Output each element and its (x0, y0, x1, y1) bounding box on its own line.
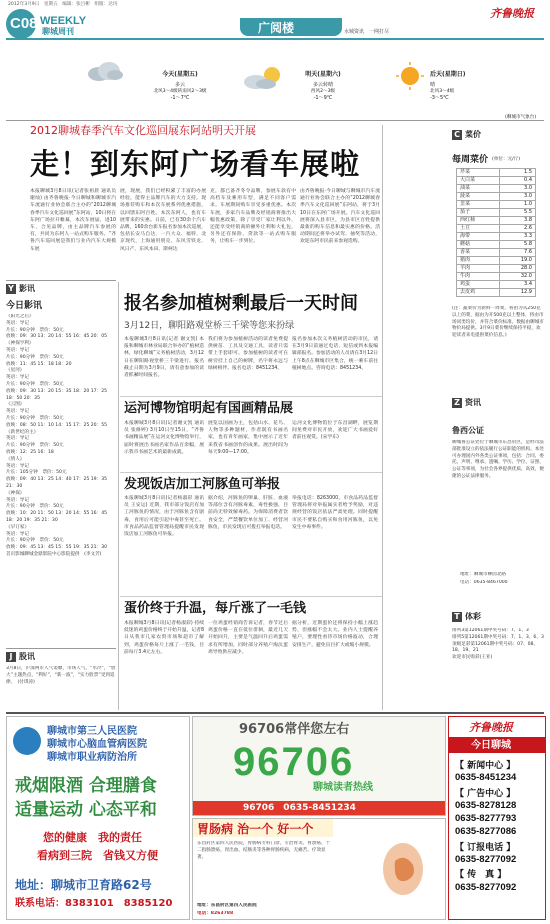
section-z-mark: Z (452, 398, 462, 408)
veg-title: 每周菜价 (452, 155, 489, 165)
veg-row (457, 225, 536, 233)
contacts-brand: 齐鲁晚报 (469, 721, 513, 734)
contact-phone: 0635-8277092 (455, 853, 517, 865)
weather-day-label: 后天(星期日) (430, 71, 466, 78)
veg-item: 去皮鸡 (457, 289, 500, 297)
veg-price: 3.8 (500, 217, 536, 225)
weather-temp: -1～7℃ (170, 95, 190, 102)
hospital-slogan-3: 您的健康 我的责任 (43, 831, 142, 844)
veg-item: 香菜 (457, 249, 500, 257)
stomach-ad (192, 818, 446, 920)
finance-label: 资讯 (465, 398, 481, 407)
veg-section-head (452, 130, 481, 141)
movies-section-head (6, 284, 35, 295)
sports-section-head (452, 612, 481, 623)
finance-addr: 地址：聊城市柳园北路 (460, 572, 506, 577)
veg-table (456, 168, 536, 297)
movies-listing: 《阳光之后》 英语：导记 片长：90分钟 票价：50元 放映：09：30 13：20 14：55 16：45 20：05 《神探亨利》 英语：导记 片长：90分钟 票价：50元 放映：11：45 15：18 18：20 《星河》 英语：导记 片长：90分钟 票价：50元 放映：09：30 13：20 15：35 18：20 17：25 18：50 20：35 《云图》 英语：导记 片长：90分钟 票价：50元 放映：08：50 11：10 14：15 17：25 20：55 《新世纪的主》 英语：导记 片长：90分钟 票价：50元 放映：12：25 16：18 《情人》 英语：导记 片长：105分钟 票价：50元 放映：09：40 13：25 14：40 17：25 19：35 21：30 《神探》 英语：导记 片长：90分钟 票价：50元 放映：10：20 11：50 13：20 14：55 16：45 18：20 19：35 21：30 《早订家》 英语：导记 片长：90分钟 票价：50元 放映：09：45 13：45 15：55 19：35 21：30 首页影城聊城金鼎影院中心影院提供 (李文芳) (6, 314, 108, 557)
veg-row (457, 249, 536, 257)
veg-price: 3.0 (500, 193, 536, 201)
veg-price: 32.0 (500, 273, 536, 281)
finance-tel: 电话：0635-8467000 (460, 580, 508, 585)
weather-condition: 多云 (174, 82, 185, 89)
veg-row (457, 289, 536, 297)
weather-day-after (430, 71, 500, 102)
hospital-name-2: 聊城市心脑血管病医院 (47, 739, 147, 750)
news2-col-3: 运河文化博物馆位于东昌湖畔，展览期间免费对市民开放，欢迎广大书画爱好者前往观赏。(宋学东) (292, 421, 378, 441)
weather-source: (聊城市气象台) (505, 115, 537, 120)
news2-col-1: 本报聊城3月8日讯(记者谢文凯 通讯员 张修婷) 3月10日至15日，“齐鲁书画精品展”在运河文化博物馆举行，届时将展出书画名家作品百余幅，展示我市书画艺术的最新成就。 (124, 421, 204, 455)
weekly-en: WEEKLY (40, 15, 87, 27)
lead-col-4: 由齐鲁晚报·今日聊城与聊城市汽车流通行业协会联合主办的“2012聊城春季汽车文化巡回展”东阿站，将于3月10日在东阿广场开展。汽车文化巡回展将深入县市区，为县市区百姓提供最新的购车信息和最实惠的价格。活动期间还将举办试驾、抽奖等活动，欢迎东阿市民前来参观选购。 (300, 189, 380, 245)
veg-item: 土豆 (457, 225, 500, 233)
veg-item: 西红柿 (457, 217, 500, 225)
movies-today-label: 今日影讯 (6, 301, 43, 311)
hospital-name-1: 聊城市第三人民医院 (47, 726, 137, 737)
weather-temp: -3～5℃ (430, 95, 449, 102)
veg-row (457, 273, 536, 281)
brand-logo: 齐鲁晚报 (490, 7, 534, 20)
veg-label: 菜价 (465, 130, 481, 139)
hospital-slogan-2: 适量运动 心态平和 (15, 800, 157, 820)
news2-title: 运河博物馆明起有国画精品展 (124, 401, 294, 416)
veg-price: 5.5 (500, 209, 536, 217)
contacts-today: 今日聊城 (471, 740, 511, 751)
hotline-text: 水城资讯 一网打尽 (344, 29, 390, 35)
sun-icon (395, 61, 425, 91)
veg-price: 3.4 (500, 281, 536, 289)
veg-row (457, 177, 536, 185)
stocks-label: 股讯 (19, 652, 35, 661)
news1-subtitle: 3月12日，聊阳路观堂桥三千梁等您来扮绿 (124, 321, 295, 331)
stomach-illustration (373, 839, 433, 899)
contact-label: 【 新闻中心 】 (455, 761, 516, 771)
veg-row (457, 169, 536, 177)
stomach-body: 东昌府区第四人民医院，胃肠病专科门诊，专治胃炎、胃溃疡、十二指肠溃疡、胃出血、结肠炎等各种胃肠疾病，无痛苦、疗效显著。 (197, 841, 331, 860)
news2-col-2: 展览以国画为主，包括山水、花鸟、人物等多种题材，作者既有书画名家，也有青年画家，集中展示了近年来我省书画创作的成果。展出时间为每天9:00—17:00。 (208, 421, 288, 455)
veg-item: 猪肉 (457, 257, 500, 265)
news4-title: 蛋价终于升温，每斤涨了一毛钱 (124, 601, 307, 616)
cloud-icon (85, 61, 125, 81)
veg-item: 羊肉 (457, 265, 500, 273)
section-title: 广阅楼 (258, 21, 295, 35)
news1-col-1: 本报聊城3月8日讯(记者 谢文凯) 本报和聊城市林业局联合举办的“植树造林，绿化聊城”义务植树活动，3月12日在聊阳路观堂桥三千梁进行。报名截止日期为3月9日，请有意参加的读者抓紧时间报名。 (124, 337, 204, 379)
veg-table-wrap (456, 168, 536, 297)
stomach-title: 胃肠病 治一个 好一个 (197, 822, 314, 836)
hotline-sub: 聊城读者热线 (313, 782, 373, 793)
sports-label: 体彩 (465, 612, 481, 621)
veg-row (457, 233, 536, 241)
weather-day-today (140, 71, 220, 102)
hotline-big: 96706 (233, 740, 355, 784)
hospital-slogan-1: 戒烟限酒 合理膳食 (15, 776, 157, 796)
hospital-logo-icon (13, 727, 41, 755)
stocks-body: 3月8日，沪深两市人气萎靡，市场人气，“水冷”，“放大”主题热点，“利好”，“新一波”，“实力股票”受到追捧。 (付琪涛) (6, 666, 116, 685)
sports-body: 排列3第12061期中奖号码：7、1、3 排列5第12061期中奖号码：7、1、3、6、3 顶级足彩第12061期中奖号码：07、08、18、19、21 欢迎市民购彩(王亚) (452, 628, 544, 661)
weather-wind: 北风3～4级 (430, 88, 455, 94)
veg-row (457, 201, 536, 209)
veg-item: 菠菜 (457, 193, 500, 201)
weather-day-label: 今天(星期五) (162, 71, 198, 78)
hospital-slogan-4: 看病到三院 省钱又方便 (37, 849, 158, 862)
section-j-mark: J (6, 652, 16, 662)
contact-label: 【 广告中心 】 (455, 788, 516, 799)
stomach-addr: 地址：东昌府区第四人民医院 (197, 903, 257, 908)
news4-col-1: 本报聊城3月8日讯(记者杨淑彩) 持续低迷的鸡蛋价格终于开始升温，记者8日从我市几家农贸市场和超市了解到，鸡蛋价格每斤上涨了一毛钱，目前每斤3.4元左右。 (124, 621, 204, 655)
veg-price: 1.0 (500, 201, 536, 209)
veg-row (457, 193, 536, 201)
contact-phone: 0635-8277086 (455, 825, 517, 837)
stomach-tel: 电话：8263788 (197, 911, 234, 916)
veg-box-text: (注：蔬菜价为新鲜一周菜，将由为从250克以上的菜，据由为开500克以上整体，将由市场同类均价，并符合菜价标准，数据由聊城市物价局提供。3月9日菜价继续保持平稳，欢迎读者来电提供菜价信息。) (452, 306, 544, 339)
news3-title: 发现饭店加工河豚鱼可举报 (124, 477, 281, 492)
hospital-name-3: 聊城市职业病防治所 (47, 752, 137, 763)
news3-col-3: 举报电话：8263000。市食品药品监督管理局将对举报属实者给予奖励，对违规经营的饭店依法严肃处理。同时提醒市民不要私自购买和食用河豚鱼，以免发生中毒事件。 (292, 496, 378, 530)
contact-phone: 0635-8278128 (455, 800, 517, 812)
weather-condition: 多云转晴 (312, 82, 333, 89)
news1-col-2: 我们将为参加植树活动的读者免费提供树苗、工具及交通工具，读者只需带上手套即可。参加植树的读者可在树旁挂上自己的树牌，名字将永远与绿树相伴。报名电话：8451234。 (208, 337, 288, 371)
finance-body: 聊城鲁公证处位于聊城市东昌府区，是经司法部批准设立的依法履行公证职能的机构。本处可办理国内外各类公证事项，包括：合同、委托、声明、继承、遗嘱、学历、学位、证照、公证等事项，为社会各界提供优质、高效、便捷的公证法律服务。 (452, 440, 544, 479)
news1-col-3: 报名参加本次义务植树活动的市民，请在3月9日前通过电话、短信或到本报编辑部报名。参加活动的人员请在3月12日上午8点在聊城市区集合，统一乘车前往植树地点。咨询电话：8451234。 (292, 337, 378, 371)
weather-day-label: 明天(星期六) (305, 71, 341, 78)
lead-col-2: 展，现展，我们已经积累了丰富的办展经验，能得主品牌汽车的大力支持。现场推荐购车和本次车展系列优惠措施，以回馈东阿百姓。本次东阿人，也有车展带来的实惠。日前，已有30余个汽车品牌，160余台新车报名参加本次巡展，包括长安马自达、一汽大众、福特、北京现代、上海通用别克、东风雪铁龙、风日产、东风本田、斯柯达 (120, 189, 206, 252)
veg-row (457, 241, 536, 249)
veg-price: 1.5 (500, 169, 536, 177)
lead-col-1: 本报聊城3月8日讯(记者张祖晨 通讯员 谢灿) 由齐鲁晚报·今日聊城和聊城市汽车流通行业协会联合主办的“2012聊城春季汽车文化巡回展”东阿站，10日将在东阿广场拉开帷幕，本次车展届，进10车，合见品牌，由主品牌汽车参展的有，共同为东阿人一站式购车服务。“齐鲁汽车巡回展是我们与业内汽车大规模车展 (30, 189, 116, 252)
contacts-list (455, 757, 543, 894)
veg-price: 7.6 (500, 249, 536, 257)
veg-price: 3.3 (500, 233, 536, 241)
weather-day-tomorrow (288, 71, 358, 102)
hospital-address: 地址：聊城市卫育路62号 (15, 878, 152, 892)
news1-title: 报名参加植树剩最后一天时间 (124, 293, 358, 314)
lead-col-3: 克，都已备齐冬令品牌，参展车款有中高档车及乘用车型，满足不同客户需求。车展期间购车享受多重优惠。本次车展，多家汽车品牌及经销商将推出大幅优惠政策，除了享受厂家让利以外，还能享受经销商的额外让利和大礼包，另外还有保险、贷款等一站式购车服务，让购车一步到位。 (210, 189, 296, 245)
hospital-ad (6, 716, 190, 920)
veg-price: 19.0 (500, 257, 536, 265)
weather-condition: 晴 (430, 82, 436, 89)
veg-item: 蘑菇 (457, 241, 500, 249)
movies-label: 影讯 (19, 284, 35, 293)
date-line: 2012年3月9日 星期五 编辑：张吕彬 组版：达玛 (8, 2, 118, 7)
veg-item: 茄子 (457, 209, 500, 217)
contact-phone: 0635-8451234 (455, 772, 517, 784)
weather-strip (0, 41, 550, 121)
veg-price: 2.6 (500, 225, 536, 233)
finance-subtitle: 鲁西公证 (452, 426, 484, 435)
news3-col-1: 本报聊城3月8日讯(记者杨淑彩 通讯员 王安运) 近期，我市部分饭店有加工河豚鱼的情况，由于河豚鱼含有剧毒，食用后可能引起中毒甚至死亡。市食品药品监督管理局提醒市民发现饭店加工河豚鱼可举报。 (124, 496, 204, 538)
section-c-mark: C (452, 130, 462, 140)
weather-wind: 北风3～4级转南风2～3级 (153, 88, 207, 94)
veg-item: 鸡蛋 (457, 281, 500, 289)
stocks-section-head (6, 652, 35, 663)
veg-item: 海带 (457, 233, 500, 241)
finance-section-head (452, 398, 481, 409)
hotline-footer: 96706 0635-8451234 (243, 803, 356, 813)
veg-row (457, 217, 536, 225)
veg-price: 5.8 (500, 241, 536, 249)
contact-label: 【 传 真 】 (455, 870, 507, 881)
contacts-box (448, 716, 546, 920)
partly-cloudy-icon (240, 65, 286, 91)
veg-row (457, 265, 536, 273)
section-y-mark: Y (6, 284, 16, 294)
veg-unit: (单位：元/斤) (492, 157, 521, 162)
news3-col-2: 据介绍，河豚鱼的卵巢、肝脏、血液等部位含有河豚毒素，毒性极强，目前尚无特效解毒药。为保障消费者饮食安全，严禁餐饮单位加工、经营河豚鱼，市民发现后可拨打举报电话。 (208, 496, 288, 530)
veg-row (457, 185, 536, 193)
contact-phone: 0635-8277793 (455, 812, 517, 824)
veg-price: 12.9 (500, 289, 536, 297)
veg-item: 芹菜 (457, 169, 500, 177)
weather-temp: -1～9℃ (313, 95, 333, 102)
hotline-ad (192, 716, 446, 816)
veg-price: 28.0 (500, 265, 536, 273)
veg-item: 牛肉 (457, 273, 500, 281)
page-code: C08 (10, 15, 38, 32)
weekly-cn: 聊城周刊 (42, 27, 74, 36)
weather-wind: 西风2～3级 (310, 88, 336, 94)
veg-row (457, 257, 536, 265)
hotline-head: 96706常伴您左右 (239, 722, 350, 737)
veg-item: 韭菜 (457, 201, 500, 209)
contact-phone: 0635-8277092 (455, 881, 517, 893)
veg-price: 3.0 (500, 185, 536, 193)
veg-row (457, 281, 536, 289)
news4-col-3: 据分析，近期蛋价还将保持小幅上涨趋势，但涨幅不会太大。业内人士提醒养殖户，要理性看待市场价格波动，合理安排生产，避免盲目扩大或缩小规模。 (292, 621, 378, 648)
news4-col-2: 一位鸡蛋经销商告诉记者，春节过后鸡蛋价格一直在低位徘徊，最近几天开始回升，主要是气温回升后鸡蛋需求有所增加，同时部分养殖户淘汰蛋鸡导致供应减少。 (208, 621, 288, 655)
veg-price: 0.4 (500, 177, 536, 185)
veg-item: 油菜 (457, 185, 500, 193)
contact-label: 【 订报电话 】 (455, 842, 516, 853)
lead-title: 走！到东阿广场看车展啦 (30, 147, 361, 181)
veg-item: 大白菜 (457, 177, 500, 185)
veg-row (457, 209, 536, 217)
section-t-mark: T (452, 612, 462, 622)
hospital-phone: 联系电话：8383101 8385120 (15, 898, 173, 909)
lead-kicker: 2012聊城春季汽车文化巡回展东阿站明天开展 (30, 124, 256, 137)
